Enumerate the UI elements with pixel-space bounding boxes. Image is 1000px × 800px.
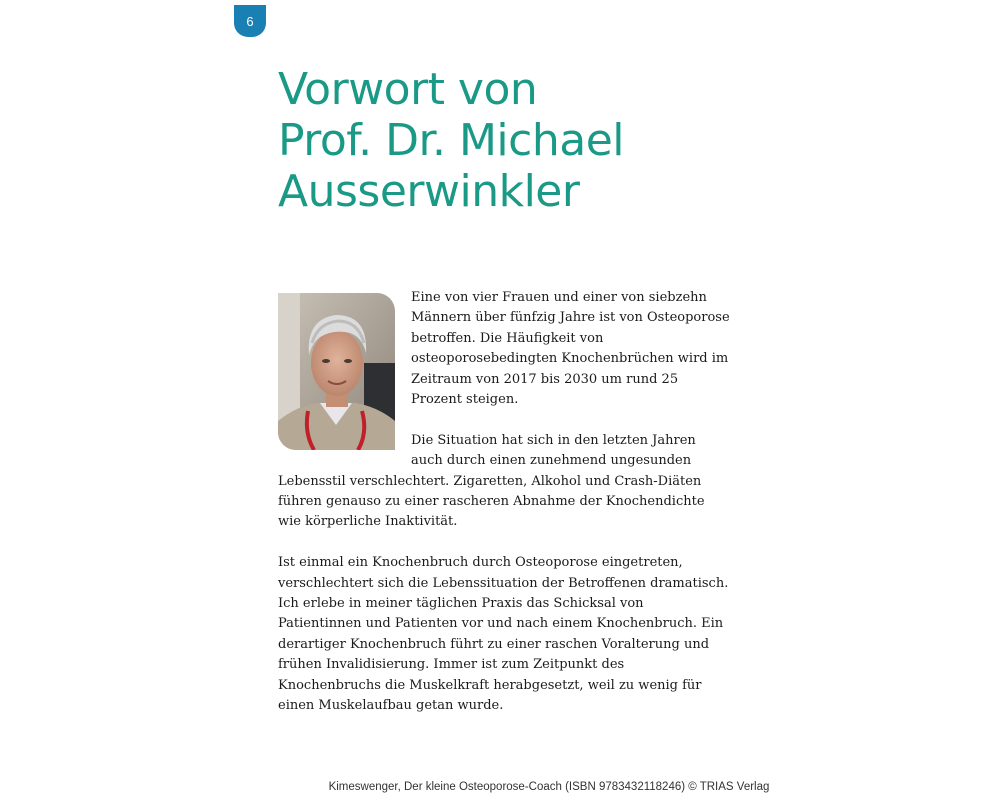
title-line-1: Vorwort von [278, 64, 538, 115]
paragraph-1: Eine von vier Frauen und einer von siebzehn Männern über fünfzig Jahre ist von Osteoporose betroffen. Die Häufigkeit von osteoporosebedingten Knochenbrüchen wird im Zeitraum von 2017 bis 2030 um rund 25 Prozent steigen. [411, 290, 730, 408]
footer-credit: Kimeswenger, Der kleine Osteoporose-Coach (ISBN 9783432118246) © TRIAS Verlag [328, 781, 770, 793]
page-number: 6 [246, 13, 254, 29]
title-line-3: Ausserwinkler [278, 166, 580, 217]
page-number-badge [234, 5, 266, 37]
paragraph-2: Die Situation hat sich in den letzten Jahren auch durch einen zunehmend ungesunden Lebensstil verschlechtert. Zigaretten, Alkohol und Crash-Diäten führen genauso zu einer rascheren Abnahme der Knochendichte wie körperliche Inaktivität. [278, 432, 705, 530]
paragraph-3: Ist einmal ein Knochenbruch durch Osteoporose eingetreten, verschlechtert sich die Lebenssituation der Betroffenen dramatisch. Ich erlebe in meiner täglichen Praxis das Schicksal von Patientinnen und Patienten vor und nach einem Knochenbruch. Ein derartiger Knochenbruch führt zu einer raschen Voralterung und frühen Invalidisierung. Immer ist zum Zeitpunkt des Knochenbruchs die Muskelkraft herabgesetzt, weil zu wenig für einen Muskelaufbau getan wurde. [278, 555, 729, 714]
portrait-spacer [278, 288, 411, 456]
page-title [278, 64, 624, 217]
body-text [278, 288, 730, 717]
title-line-2: Prof. Dr. Michael [278, 115, 624, 166]
